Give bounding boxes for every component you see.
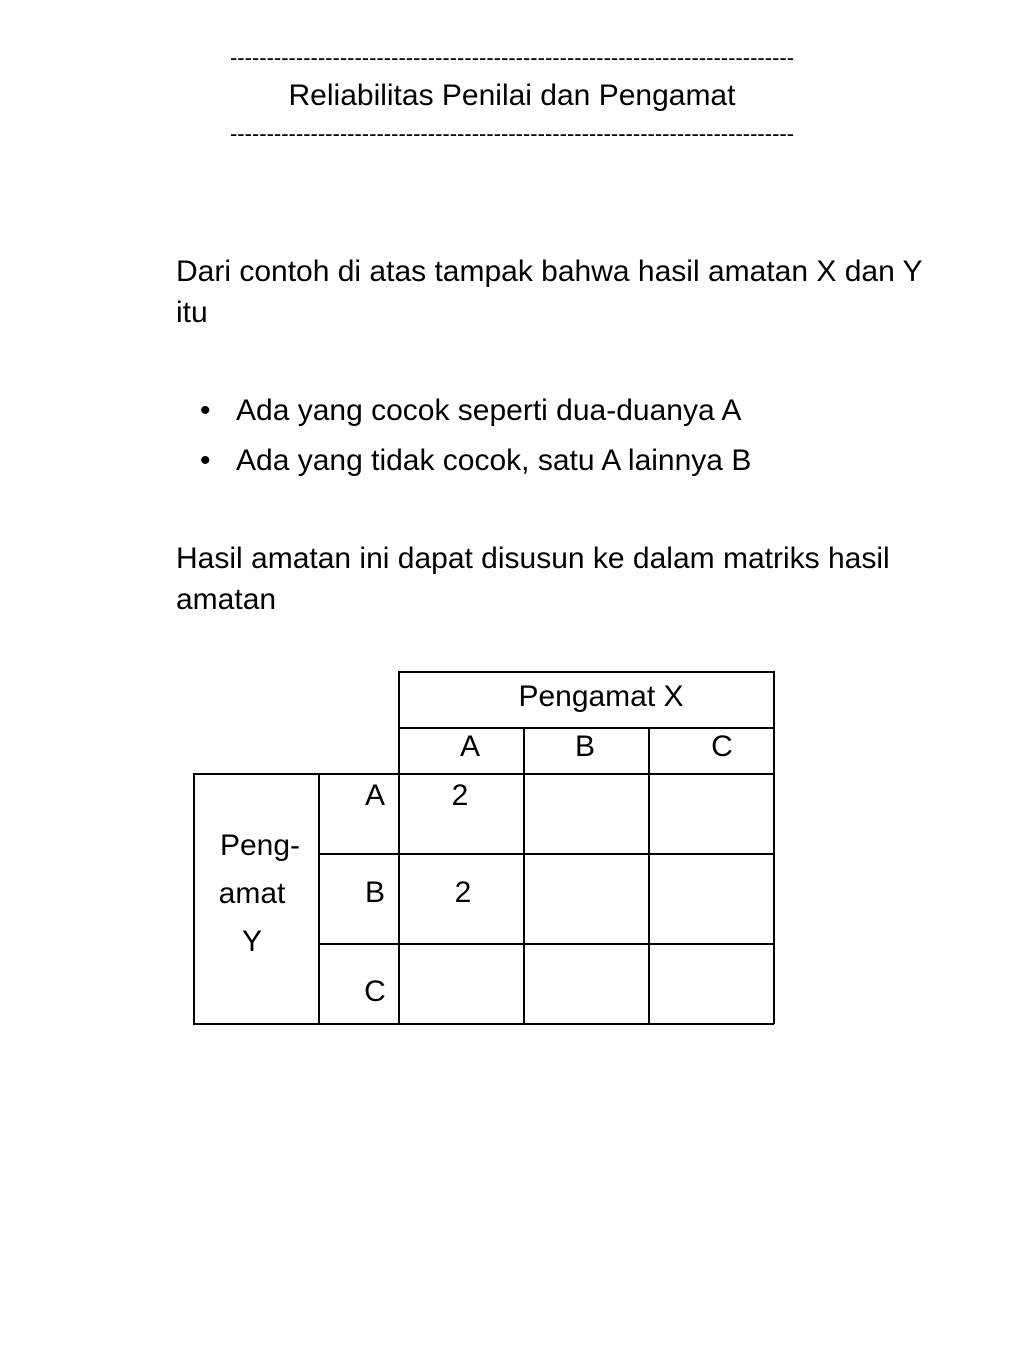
bullet-text: Ada yang cocok seperti dua-duanya A xyxy=(236,394,742,427)
matrix-line xyxy=(398,671,774,673)
row-label: A xyxy=(364,779,385,812)
column-label: B xyxy=(574,730,595,763)
page-title: Reliabilitas Penilai dan Pengamat xyxy=(288,79,736,112)
intro-paragraph: Dari contoh di atas tampak bahwa hasil amatan X dan Y itu xyxy=(176,255,923,329)
column-label: A xyxy=(459,730,480,763)
matrix-intro-paragraph: Hasil amatan ini dapat disusun ke dalam matriks hasil amatan xyxy=(176,542,890,616)
matrix-line xyxy=(318,853,774,855)
matrix-cell: 2 xyxy=(451,779,469,812)
matrix-line xyxy=(398,671,400,1024)
matrix-line xyxy=(648,727,650,1024)
matrix-line xyxy=(318,943,774,945)
matrix-line xyxy=(773,671,775,1024)
bullet-text: Ada yang tidak cocok, satu A lainnya B xyxy=(236,444,752,477)
matrix-cell: 2 xyxy=(454,876,472,909)
bullet-item xyxy=(200,390,741,431)
bullet-dot-icon: • xyxy=(200,444,211,477)
top-dash-divider: ----------------------------------------------------------------------------- xyxy=(229,46,795,70)
matrix-line xyxy=(523,727,525,1024)
matrix-line xyxy=(193,1023,774,1025)
matrix-line xyxy=(318,773,320,1024)
row-label: B xyxy=(364,876,385,909)
row-label: C xyxy=(364,975,386,1008)
bullet-item xyxy=(200,440,751,481)
matrix-line xyxy=(193,773,774,775)
row-header: amat xyxy=(218,877,286,910)
bullet-dot-icon: • xyxy=(200,394,211,427)
bottom-dash-divider: ----------------------------------------------------------------------------- xyxy=(229,122,795,146)
row-header: Y xyxy=(241,925,262,958)
column-label: C xyxy=(711,730,733,763)
column-header: Pengamat X xyxy=(518,680,684,713)
row-header: Peng- xyxy=(219,829,301,862)
